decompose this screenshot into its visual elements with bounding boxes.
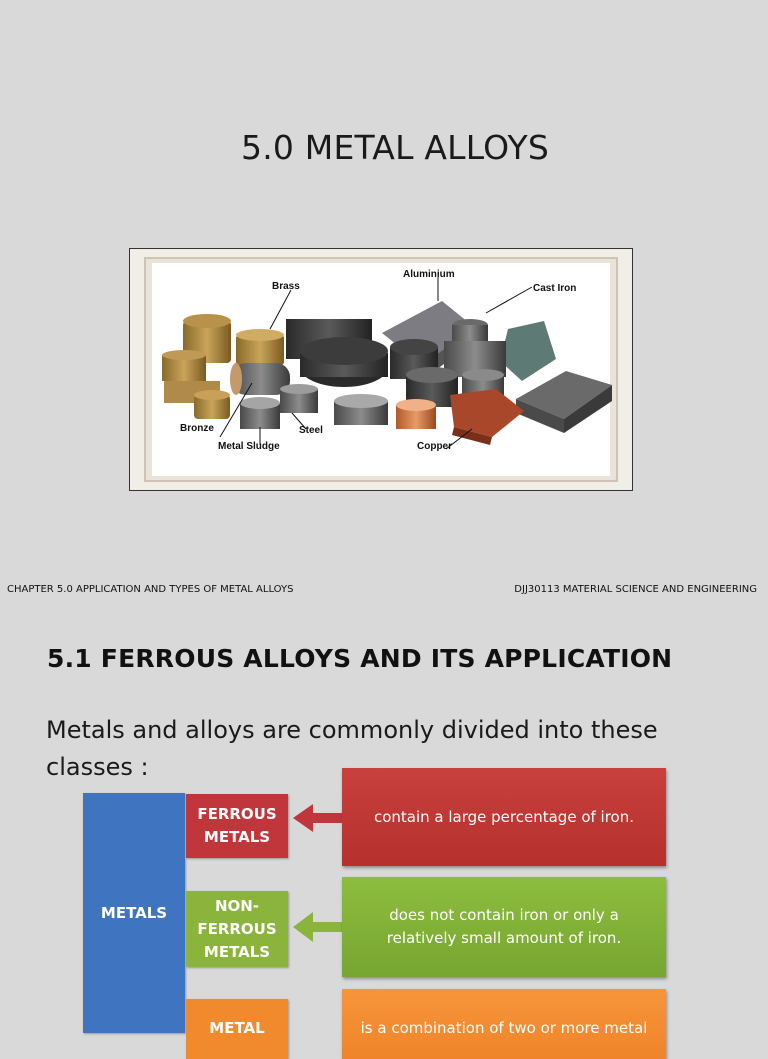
slide-heading: 5.1 FERROUS ALLOYS AND ITS APPLICATION [47, 644, 673, 673]
metal-samples-illustration [152, 263, 614, 476]
label-bronze: Bronze [180, 423, 214, 434]
label-steel: Steel [299, 425, 323, 436]
description-non-ferrous-text: does not contain iron or only a relatively small amount of iron. [386, 906, 622, 947]
slide-title: 5.0 METAL ALLOYS [241, 128, 549, 167]
metals-root-box [83, 793, 185, 1033]
category-ferrous-label: FERROUS METALS [197, 805, 277, 846]
arrow-left-icon [293, 912, 343, 942]
label-copper: Copper [417, 441, 452, 452]
intro-text: Metals and alloys are commonly divided into these classes : [46, 716, 658, 781]
metals-label: METALS [100, 904, 168, 922]
category-metal-alloy [186, 999, 288, 1059]
metal-samples-photo [129, 248, 633, 491]
description-ferrous-text: contain a large percentage of iron. [373, 807, 635, 826]
label-aluminium: Aluminium [403, 269, 455, 280]
description-non-ferrous [342, 877, 666, 977]
footer-chapter: CHAPTER 5.0 APPLICATION AND TYPES OF METAL ALLOYS [7, 584, 294, 595]
category-non-ferrous-label: NON- FERROUS METALS [197, 896, 277, 961]
slide-ferrous-alloys [0, 608, 768, 1037]
description-ferrous [342, 768, 666, 866]
category-ferrous [186, 794, 288, 858]
category-metal-alloy-label: METAL [209, 1019, 265, 1037]
label-metal-sludge: Metal Sludge [218, 441, 280, 452]
arrow-left-icon [293, 804, 343, 832]
description-metal-alloy [342, 989, 666, 1059]
label-brass: Brass [272, 281, 300, 292]
description-metal-alloy-text: is a combination of two or more metal [360, 1019, 648, 1037]
footer-course: DJJ30113 MATERIAL SCIENCE AND ENGINEERING [514, 584, 757, 595]
category-non-ferrous [186, 891, 288, 967]
label-cast-iron: Cast Iron [533, 283, 577, 294]
